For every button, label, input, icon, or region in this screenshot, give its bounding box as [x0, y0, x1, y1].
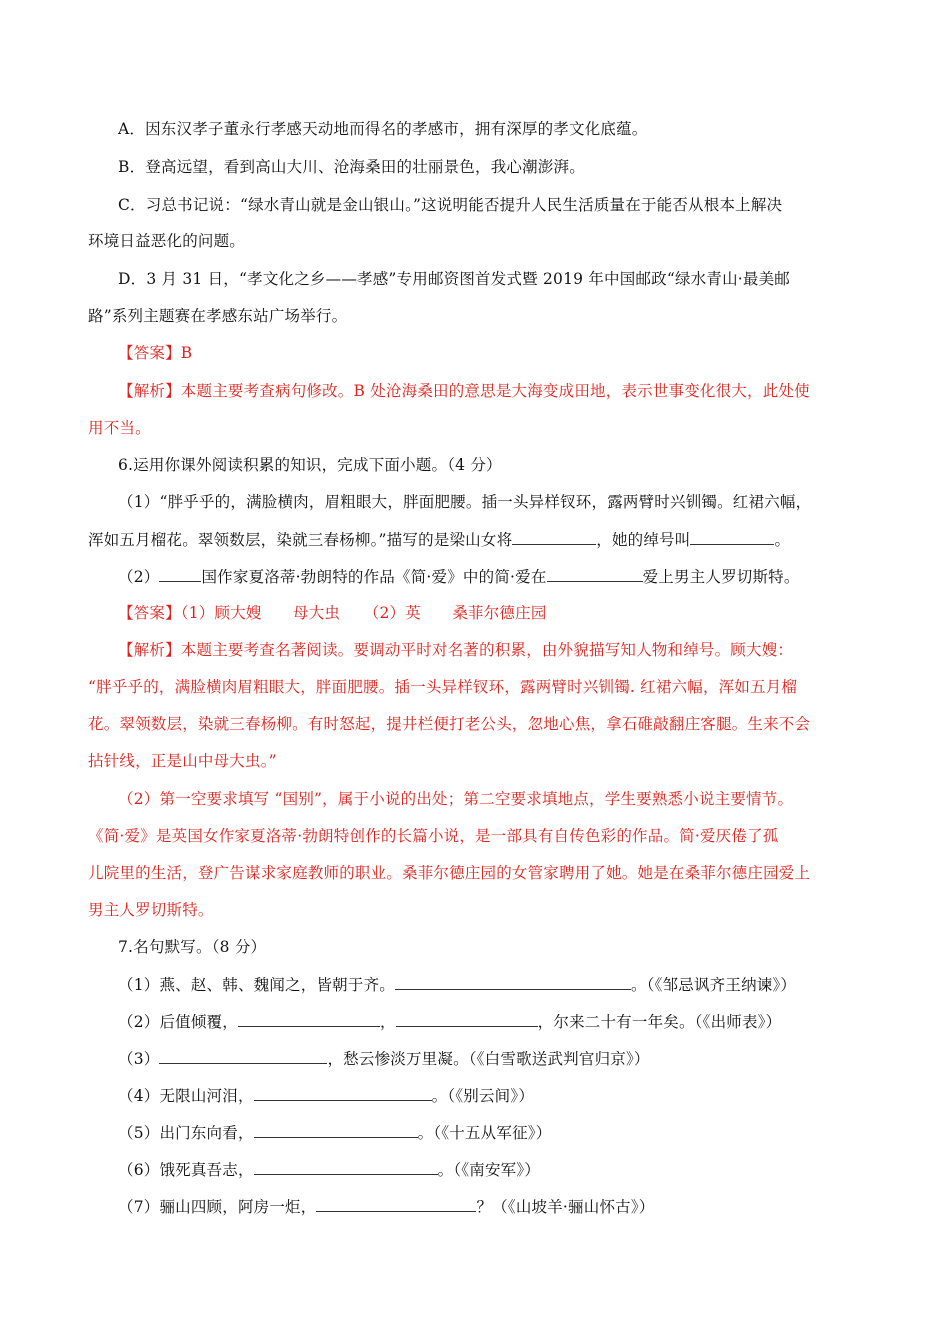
- q7-item7: [118, 1195, 655, 1218]
- q7-item6-text-a: （6）饿死真吾志，: [118, 1161, 254, 1179]
- option-c-line1: C．习总书记说：“绿水青山就是金山银山。”这说明能否提升人民生活质量在于能否从根本上解决: [118, 196, 783, 214]
- q6-part1-text-c: 。: [774, 531, 791, 549]
- option-a: A．因东汉孝子董永行孝感天动地而得名的孝感市，拥有深厚的孝文化底蕴。: [118, 120, 648, 138]
- q7-item2-text-a: （2）后值倾覆，: [118, 1013, 238, 1031]
- q6-analysis-line5: （2）第一空要求填写 “国别”，属于小说的出处；第二空要求填地点，学生要熟悉小说主要情节。: [118, 790, 794, 808]
- q7-item4: [118, 1084, 534, 1107]
- option-b: B．登高远望，看到高山大川、沧海桑田的壮丽景色，我心潮澎湃。: [118, 158, 585, 176]
- q7-item7-text-a: （7）骊山四顾，阿房一炬，: [118, 1198, 317, 1216]
- q6-part1-text-b: ，她的绰号叫: [596, 531, 691, 549]
- q6-part2: [118, 565, 800, 588]
- q7-item1-text-b: 。（《邹忌讽齐王纳谏》）: [630, 976, 797, 994]
- option-d-line1: D．3 月 31 日，“孝文化之乡——孝感”专用邮资图首发式暨 2019 年中国邮政“绿水青山·最美邮: [118, 270, 790, 288]
- answer-blank-4[interactable]: [547, 565, 643, 582]
- q6-analysis-line2: “胖乎乎的，满脸横肉眉粗眼大，胖面肥腰。插一头异样钗环，露两臂时兴钏镯. 红裙六幅，浑如五月榴: [88, 678, 798, 696]
- q6-answer: 【答案】（1）顾大嫂 母大虫 （2）英 桑菲尔德庄园: [118, 604, 547, 622]
- q6-analysis-line6: 《简·爱》是英国女作家夏洛蒂·勃朗特创作的长篇小说，是一部具有自传色彩的作品。简·爱厌倦了孤: [88, 827, 779, 845]
- option-c-line2: 环境日益恶化的问题。: [88, 232, 246, 250]
- q5-analysis-line1: 【解析】本题主要考查病句修改。B 处沧海桑田的意思是大海变成田地，表示世事变化很大，此处使: [118, 382, 810, 400]
- q7-item3: [118, 1047, 650, 1070]
- q7-item5-text-b: 。（《十五从军征》）: [417, 1124, 552, 1142]
- q5-analysis-line2: 用不当。: [88, 419, 151, 437]
- q7-item1: [118, 973, 796, 996]
- answer-blank-9[interactable]: [254, 1084, 432, 1101]
- q7-item1-text-a: （1）燕、赵、韩、魏闻之，皆朝于齐。: [118, 976, 395, 994]
- q6-part2-text-b: 国作家夏洛蒂·勃朗特的作品《简·爱》中的简·爱在: [201, 568, 547, 586]
- q7-item3-text-b: ，愁云惨淡万里凝。（《白雪歌送武判官归京》）: [327, 1050, 650, 1068]
- answer-blank-12[interactable]: [316, 1195, 476, 1212]
- q6-analysis-line3: 花。翠领数层，染就三春杨柳。有时怒起，提井栏便打老公头，忽地心焦，拿石碓敲翻庄客腿。生来不会: [88, 715, 811, 733]
- answer-blank-3[interactable]: [159, 565, 201, 582]
- answer-blank-10[interactable]: [254, 1121, 418, 1138]
- q7-item3-text-a: （3）: [118, 1050, 160, 1068]
- q7-item5: [118, 1121, 551, 1144]
- q6-analysis-line1: 【解析】本题主要考查名著阅读。要调动平时对名著的积累，由外貌描写知人物和绰号。顾大嫂：: [118, 641, 794, 659]
- answer-blank-1[interactable]: [512, 528, 596, 545]
- q6-part2-text-c: 爱上男主人罗切斯特。: [642, 568, 800, 586]
- q7-item6-text-b: 。（《南安军》）: [437, 1161, 541, 1179]
- q6-title: 6.运用你课外阅读积累的知识，完成下面小题。（4 分）: [118, 456, 502, 474]
- q7-item4-text-a: （4）无限山河泪，: [118, 1087, 254, 1105]
- answer-blank-2[interactable]: [690, 528, 774, 545]
- answer-blank-7[interactable]: [396, 1010, 538, 1027]
- q6-part1-line2: [88, 528, 790, 551]
- q5-answer: 【答案】B: [118, 344, 193, 362]
- q7-title: 7.名句默写。（8 分）: [118, 938, 267, 956]
- q6-part1-line1: （1）“胖乎乎的，满脸横肉，眉粗眼大，胖面肥腰。插一头异样钗环，露两臂时兴钏镯。红裙六幅，: [118, 493, 812, 511]
- q6-part2-text-a: （2）: [118, 568, 160, 586]
- q7-item6: [118, 1158, 540, 1181]
- answer-blank-5[interactable]: [395, 973, 631, 990]
- q7-item4-text-b: 。（《别云间》）: [431, 1087, 535, 1105]
- option-d-line2: 路”系列主题赛在孝感东站广场举行。: [88, 307, 348, 325]
- q6-part1-text-a: 浑如五月榴花。翠领数层，染就三春杨柳。”描写的是梁山女将: [88, 531, 513, 549]
- q7-item2-text-b: ，: [379, 1013, 396, 1031]
- q7-item2-text-c: ，尔来二十有一年矣。（《出师表》）: [537, 1013, 782, 1031]
- q6-analysis-line7: 儿院里的生活，登广告谋求家庭教师的职业。桑菲尔德庄园的女管家聘用了她。她是在桑菲尔德庄园爱上: [88, 864, 811, 882]
- q7-item5-text-a: （5）出门东向看，: [118, 1124, 254, 1142]
- answer-blank-11[interactable]: [254, 1158, 438, 1175]
- answer-blank-8[interactable]: [159, 1047, 327, 1064]
- answer-blank-6[interactable]: [238, 1010, 380, 1027]
- q7-item7-text-b: ？（《山坡羊·骊山怀古》）: [476, 1198, 655, 1216]
- q7-item2: [118, 1010, 781, 1033]
- q6-analysis-line4: 拈针线，正是山中母大虫。”: [88, 752, 277, 770]
- q6-analysis-line8: 男主人罗切斯特。: [88, 901, 214, 919]
